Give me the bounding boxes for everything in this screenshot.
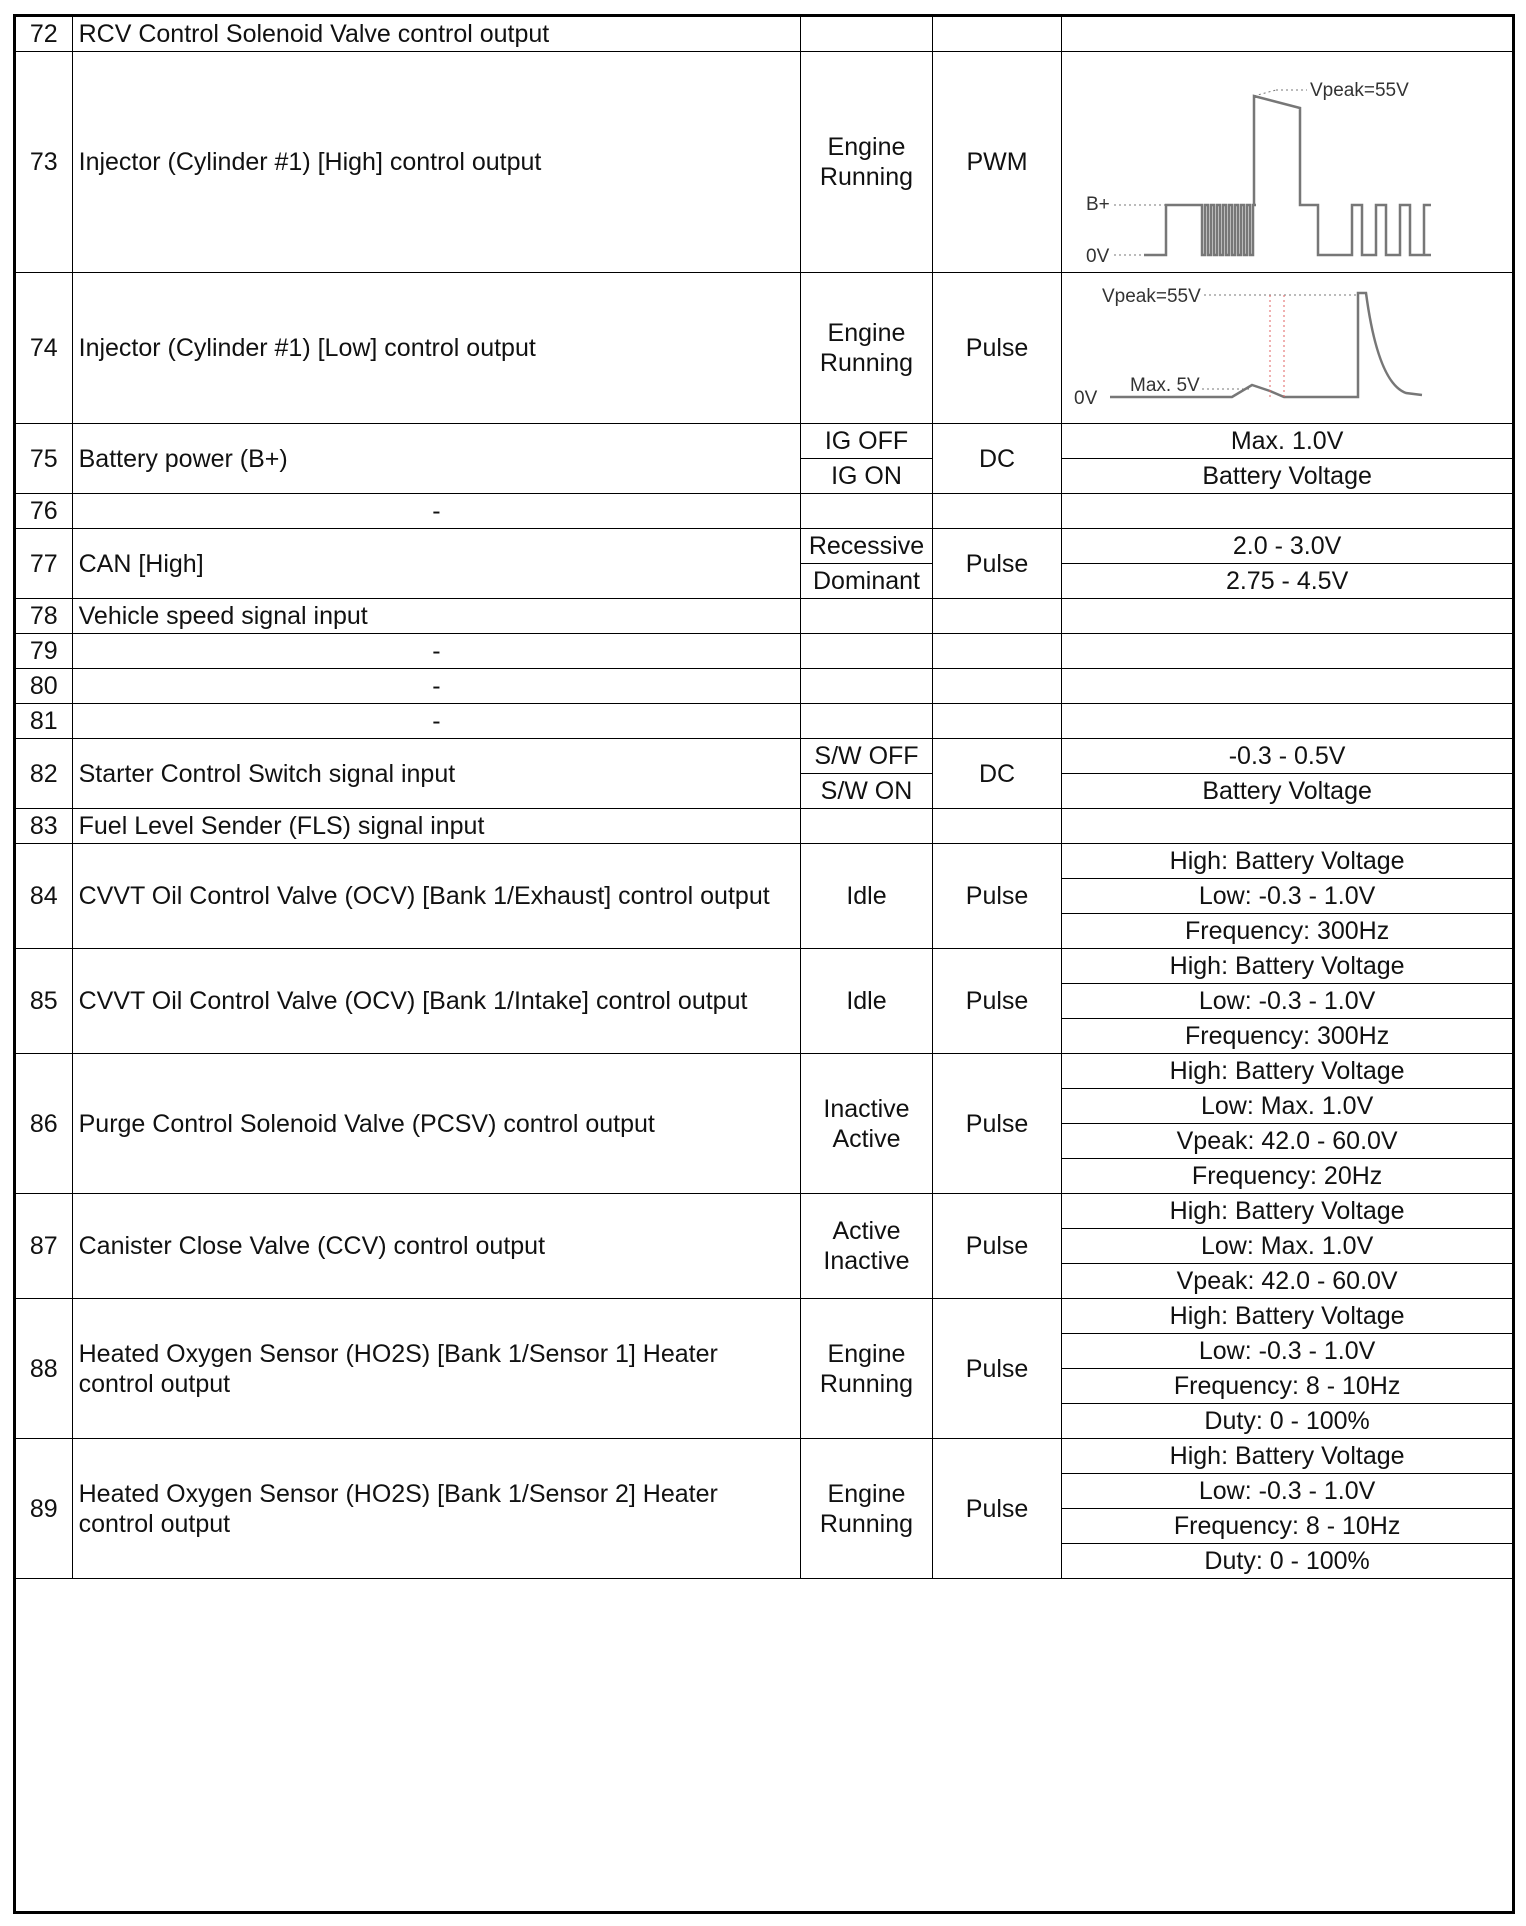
pin-number-text: 72 — [29, 20, 58, 48]
table-row — [16, 494, 1512, 529]
pin-spec-text: Max. 1.0V — [1230, 427, 1344, 455]
pin-spec — [1062, 1054, 1512, 1089]
pin-type — [932, 1194, 1061, 1299]
pin-condition — [801, 704, 933, 739]
pin-spec-text: 2.75 - 4.5V — [1225, 567, 1349, 595]
pin-description — [72, 494, 800, 529]
table-row — [16, 1439, 1512, 1474]
table-row — [16, 1299, 1512, 1334]
pin-number — [16, 1299, 72, 1439]
pin-description-text: CVVT Oil Control Valve (OCV) [Bank 1/Exhaust] control output — [78, 882, 770, 910]
vpeak-label: Vpeak=55V — [1102, 286, 1201, 307]
pin-spec — [1062, 529, 1512, 564]
pin-number — [16, 669, 72, 704]
pin-spec-text: Frequency: 8 - 10Hz — [1173, 1512, 1401, 1540]
pin-description-text: RCV Control Solenoid Valve control output — [78, 20, 550, 48]
pin-spec — [1062, 1544, 1512, 1579]
pin-spec-text: High: Battery Voltage — [1169, 1057, 1405, 1085]
pin-description — [72, 1194, 800, 1299]
pin-type — [932, 844, 1061, 949]
pin-condition-text: Active Inactive — [823, 1217, 910, 1275]
pin-number — [16, 844, 72, 949]
pin-number-text: 89 — [29, 1494, 58, 1523]
pin-spec — [1062, 1439, 1512, 1474]
pin-number — [16, 704, 72, 739]
pin-description — [72, 704, 800, 739]
pin-type — [932, 634, 1061, 669]
pin-description — [72, 844, 800, 949]
pin-number — [16, 273, 72, 424]
b-plus-label: B+ — [1086, 194, 1110, 215]
pin-description-text: - — [432, 637, 441, 665]
pin-number — [16, 949, 72, 1054]
pin-condition-text: Engine Running — [819, 319, 914, 377]
pin-number — [16, 424, 72, 494]
pin-spec-text: Low: -0.3 - 1.0V — [1198, 882, 1376, 910]
zero-volt-label: 0V — [1086, 246, 1110, 267]
table-row — [16, 1194, 1512, 1229]
peak-leader — [1254, 90, 1276, 96]
pin-number — [16, 494, 72, 529]
pin-number — [16, 599, 72, 634]
pin-number — [16, 52, 72, 273]
pin-spec — [1062, 704, 1512, 739]
pin-type — [932, 669, 1061, 704]
pin-spec — [1062, 1334, 1512, 1369]
pin-description — [72, 739, 800, 809]
table-row — [16, 669, 1512, 704]
pin-spec-text: Vpeak: 42.0 - 60.0V — [1176, 1267, 1398, 1295]
pin-number-text: 82 — [29, 759, 58, 788]
pin-condition — [801, 424, 933, 459]
pin-condition — [801, 949, 933, 1054]
pin-type — [932, 1054, 1061, 1194]
table-row — [16, 844, 1512, 879]
pin-number — [16, 1194, 72, 1299]
pin-description-text: Purge Control Solenoid Valve (PCSV) control output — [78, 1109, 655, 1138]
pin-condition — [801, 52, 933, 273]
pin-number — [16, 529, 72, 599]
pin-description-text: CAN [High] — [78, 549, 204, 578]
pin-spec — [1062, 809, 1512, 844]
pin-number-text: 73 — [29, 148, 58, 176]
pin-number — [16, 1439, 72, 1579]
pin-condition — [801, 739, 933, 774]
pin-description — [72, 529, 800, 599]
pin-spec — [1062, 459, 1512, 494]
table-row — [16, 273, 1512, 424]
pin-condition — [801, 809, 933, 844]
pin-type — [932, 52, 1061, 273]
pin-spec-text: Frequency: 300Hz — [1184, 1022, 1390, 1050]
table-row — [16, 52, 1512, 273]
pin-spec-text: Low: Max. 1.0V — [1200, 1092, 1374, 1120]
vpeak-label: Vpeak=55V — [1310, 80, 1409, 101]
pin-waveform-cell — [1062, 52, 1512, 273]
pin-condition — [801, 564, 933, 599]
pin-condition-text: Engine Running — [819, 1479, 914, 1538]
pin-spec-text: Low: -0.3 - 1.0V — [1198, 1337, 1376, 1365]
pin-type — [932, 739, 1061, 809]
table-row — [16, 809, 1512, 844]
pin-number-text: 88 — [29, 1354, 58, 1383]
pin-spec-text: Duty: 0 - 100% — [1204, 1407, 1370, 1435]
table-row — [16, 599, 1512, 634]
pin-description-text: Starter Control Switch signal input — [78, 759, 456, 788]
pin-spec-text: Low: -0.3 - 1.0V — [1198, 1477, 1376, 1505]
pin-number-text: 75 — [29, 444, 58, 473]
pin-description-text: CVVT Oil Control Valve (OCV) [Bank 1/Intake] control output — [78, 987, 748, 1015]
pin-type — [932, 599, 1061, 634]
pin-type — [932, 529, 1061, 599]
max-voltage-label: Max. 5V — [1130, 375, 1200, 396]
pin-condition — [801, 1439, 933, 1579]
pin-description-text: Injector (Cylinder #1) [Low] control output — [78, 334, 536, 362]
table-row — [16, 529, 1512, 564]
pin-spec-text: Battery Voltage — [1202, 462, 1372, 490]
pin-number-text: 83 — [29, 812, 58, 840]
pin-description — [72, 17, 800, 52]
pin-number-text: 81 — [29, 707, 58, 735]
pin-description-text: Fuel Level Sender (FLS) signal input — [78, 812, 485, 840]
pin-spec — [1062, 1474, 1512, 1509]
pin-spec — [1062, 1299, 1512, 1334]
pin-condition — [801, 529, 933, 564]
pin-waveform-cell — [1062, 273, 1512, 424]
pin-spec — [1062, 1194, 1512, 1229]
pin-spec — [1062, 1509, 1512, 1544]
pin-description — [72, 599, 800, 634]
pin-condition-text: Idle — [846, 882, 887, 910]
pin-spec-text: -0.3 - 0.5V — [1228, 742, 1346, 770]
pin-spec — [1062, 1264, 1512, 1299]
pin-spec-text: High: Battery Voltage — [1169, 952, 1405, 980]
pin-description — [72, 949, 800, 1054]
pin-description — [72, 809, 800, 844]
pin-number-text: 78 — [29, 602, 58, 630]
pin-type-text: Pulse — [965, 334, 1029, 362]
table-row — [16, 634, 1512, 669]
pin-spec-text: Frequency: 20Hz — [1191, 1162, 1383, 1190]
pin-type — [932, 809, 1061, 844]
pin-spec-text: Low: -0.3 - 1.0V — [1198, 987, 1376, 1015]
pin-condition — [801, 17, 933, 52]
pin-number-text: 79 — [29, 637, 58, 665]
pin-number — [16, 17, 72, 52]
pin-table — [16, 17, 1512, 1579]
pin-condition-text: IG OFF — [824, 427, 909, 455]
table-row — [16, 1054, 1512, 1089]
pin-type — [932, 424, 1061, 494]
pin-spec — [1062, 1404, 1512, 1439]
pin-table-sheet — [13, 14, 1515, 1914]
pin-type — [932, 1439, 1061, 1579]
pin-spec-text: High: Battery Voltage — [1169, 847, 1405, 875]
pin-number-text: 74 — [29, 334, 58, 362]
pin-condition — [801, 844, 933, 949]
pin-description-text: - — [432, 672, 441, 700]
pin-number — [16, 809, 72, 844]
table-row — [16, 704, 1512, 739]
pin-spec — [1062, 879, 1512, 914]
pin-type-text: Pulse — [965, 987, 1029, 1015]
injector-high-waveform — [1062, 52, 1431, 272]
pin-condition — [801, 494, 933, 529]
pin-type — [932, 494, 1061, 529]
pin-condition — [801, 634, 933, 669]
pin-description — [72, 52, 800, 273]
pin-spec — [1062, 1089, 1512, 1124]
pin-description — [72, 1299, 800, 1439]
pin-spec-text: Frequency: 8 - 10Hz — [1173, 1372, 1401, 1400]
pin-spec — [1062, 1229, 1512, 1264]
pin-number-text: 80 — [29, 672, 58, 700]
pin-description-text: Vehicle speed signal input — [78, 602, 368, 630]
pin-type-text: Pulse — [965, 1354, 1029, 1383]
pin-number — [16, 634, 72, 669]
pin-spec — [1062, 669, 1512, 704]
pin-condition — [801, 1054, 933, 1194]
pin-number-text: 87 — [29, 1232, 58, 1260]
pin-number — [16, 739, 72, 809]
pin-description — [72, 424, 800, 494]
pin-condition-text: Inactive Active — [823, 1094, 910, 1153]
pin-description — [72, 669, 800, 704]
pin-type-text: Pulse — [965, 1494, 1029, 1523]
pin-spec-text: Vpeak: 42.0 - 60.0V — [1176, 1127, 1398, 1155]
pin-condition-text: S/W OFF — [814, 742, 919, 770]
pin-number-text: 76 — [29, 497, 58, 525]
pin-spec — [1062, 634, 1512, 669]
pin-description — [72, 273, 800, 424]
pin-type — [932, 273, 1061, 424]
pin-spec-text: High: Battery Voltage — [1169, 1302, 1405, 1330]
pin-spec — [1062, 774, 1512, 809]
pin-number-text: 77 — [29, 549, 58, 578]
pin-condition — [801, 459, 933, 494]
pin-spec — [1062, 599, 1512, 634]
pin-spec — [1062, 914, 1512, 949]
pin-condition — [801, 599, 933, 634]
zero-volt-label: 0V — [1074, 388, 1098, 409]
pin-condition — [801, 1194, 933, 1299]
pin-spec-text: Battery Voltage — [1202, 777, 1372, 805]
pin-description-text: - — [432, 497, 441, 525]
pin-description-text: Battery power (B+) — [78, 444, 288, 473]
pin-spec — [1062, 949, 1512, 984]
pin-type-text: DC — [978, 759, 1016, 788]
pin-type — [932, 949, 1061, 1054]
pin-type-text: PWM — [966, 148, 1028, 176]
pin-condition-text: S/W ON — [820, 777, 913, 805]
waveform-trace — [1144, 96, 1431, 255]
pin-type-text: Pulse — [965, 1109, 1029, 1138]
pin-spec — [1062, 424, 1512, 459]
pin-condition — [801, 669, 933, 704]
pin-spec — [1062, 1159, 1512, 1194]
pin-spec — [1062, 1019, 1512, 1054]
pin-description — [72, 634, 800, 669]
pin-spec-text: Frequency: 300Hz — [1184, 917, 1390, 945]
pin-spec — [1062, 1369, 1512, 1404]
pin-condition-text: Dominant — [812, 567, 920, 595]
table-row — [16, 949, 1512, 984]
pin-spec — [1062, 844, 1512, 879]
table-row — [16, 424, 1512, 459]
pin-description — [72, 1054, 800, 1194]
pin-spec-text: High: Battery Voltage — [1169, 1197, 1405, 1225]
pin-spec — [1062, 17, 1512, 52]
pin-spec — [1062, 564, 1512, 599]
pin-type-text: Pulse — [965, 549, 1029, 578]
pin-condition — [801, 1299, 933, 1439]
pin-type — [932, 1299, 1061, 1439]
pin-condition-text: IG ON — [831, 462, 902, 490]
pin-spec — [1062, 984, 1512, 1019]
pin-condition-text: Engine Running — [819, 133, 914, 191]
pin-number-text: 84 — [29, 882, 58, 910]
table-row — [16, 739, 1512, 774]
pin-condition — [801, 273, 933, 424]
pin-spec — [1062, 1124, 1512, 1159]
pin-number-text: 86 — [29, 1109, 58, 1138]
pin-spec-text: 2.0 - 3.0V — [1232, 532, 1342, 560]
pin-spec-text: Duty: 0 - 100% — [1204, 1547, 1370, 1575]
pin-condition-text: Engine Running — [819, 1339, 914, 1398]
pin-spec-text: High: Battery Voltage — [1169, 1442, 1405, 1470]
pin-type-text: Pulse — [965, 1232, 1029, 1260]
pin-description-text: Heated Oxygen Sensor (HO2S) [Bank 1/Sensor 1] Heater control output — [78, 1339, 718, 1398]
pin-type-text: Pulse — [965, 882, 1029, 910]
pin-spec — [1062, 494, 1512, 529]
pin-spec-text: Low: Max. 1.0V — [1200, 1232, 1374, 1260]
pin-description-text: Canister Close Valve (CCV) control output — [78, 1232, 546, 1260]
pin-condition-text: Recessive — [808, 532, 925, 560]
pin-condition — [801, 774, 933, 809]
pin-description-text: Injector (Cylinder #1) [High] control output — [78, 148, 542, 176]
injector-low-waveform — [1062, 273, 1431, 423]
pin-description-text: Heated Oxygen Sensor (HO2S) [Bank 1/Sensor 2] Heater control output — [78, 1479, 718, 1538]
pin-number — [16, 1054, 72, 1194]
pin-type-text: DC — [978, 444, 1016, 473]
pin-description — [72, 1439, 800, 1579]
pin-number-text: 85 — [29, 987, 58, 1015]
pin-type — [932, 17, 1061, 52]
table-row — [16, 17, 1512, 52]
pin-condition-text: Idle — [846, 987, 887, 1015]
pin-type — [932, 704, 1061, 739]
pin-spec — [1062, 739, 1512, 774]
pin-description-text: - — [432, 707, 441, 735]
